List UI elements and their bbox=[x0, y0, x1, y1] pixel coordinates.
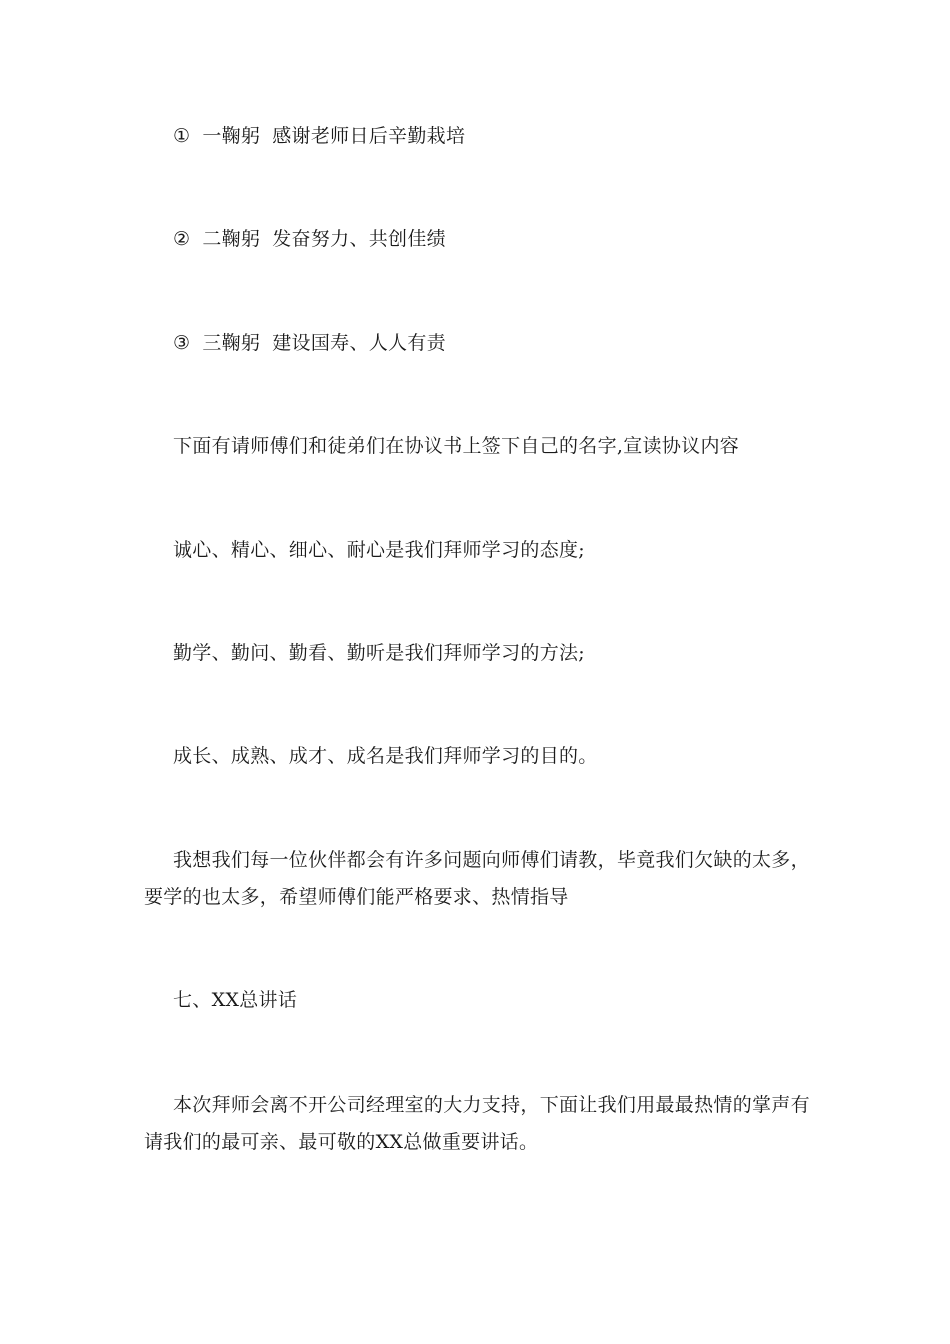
bow-text: 发奋努力、共创佳绩 bbox=[272, 228, 446, 250]
agreement-line-method: 勤学、勤问、勤看、勤听是我们拜师学习的方法; bbox=[173, 642, 586, 664]
sign-request-paragraph: 下面有请师傅们和徒弟们在协议书上签下自己的名字,宣读协议内容 bbox=[173, 435, 740, 457]
questions-paragraph-line-1: 我想我们每一位伙伴都会有许多问题向师傅们请教，毕竟我们欠缺的太多， bbox=[173, 849, 810, 871]
bow-item-2 bbox=[173, 230, 446, 249]
bow-text: 感谢老师日后辛勤栽培 bbox=[272, 125, 466, 147]
bow-item-1 bbox=[173, 127, 465, 146]
bow-text: 建设国寿、人人有责 bbox=[272, 332, 446, 354]
bow-marker: ② bbox=[173, 228, 191, 250]
bow-marker: ① bbox=[173, 125, 191, 147]
bow-marker: ③ bbox=[173, 332, 191, 354]
questions-paragraph-line-2: 要学的也太多，希望师傅们能严格要求、热情指导 bbox=[144, 886, 569, 908]
bow-item-3 bbox=[173, 334, 446, 353]
agreement-line-attitude: 诚心、精心、细心、耐心是我们拜师学习的态度; bbox=[173, 539, 586, 561]
section-heading: 七、XX总讲话 bbox=[173, 989, 298, 1011]
bow-title: 二鞠躬 bbox=[202, 228, 261, 250]
bow-title: 一鞠躬 bbox=[202, 125, 261, 147]
closing-paragraph-line-2: 请我们的最可亲、最可敬的XX总做重要讲话。 bbox=[144, 1131, 539, 1153]
closing-paragraph-line-1: 本次拜师会离不开公司经理室的大力支持，下面让我们用最最热情的掌声有 bbox=[173, 1094, 810, 1116]
bow-title: 三鞠躬 bbox=[202, 332, 261, 354]
agreement-line-goal: 成长、成熟、成才、成名是我们拜师学习的目的。 bbox=[173, 745, 598, 767]
